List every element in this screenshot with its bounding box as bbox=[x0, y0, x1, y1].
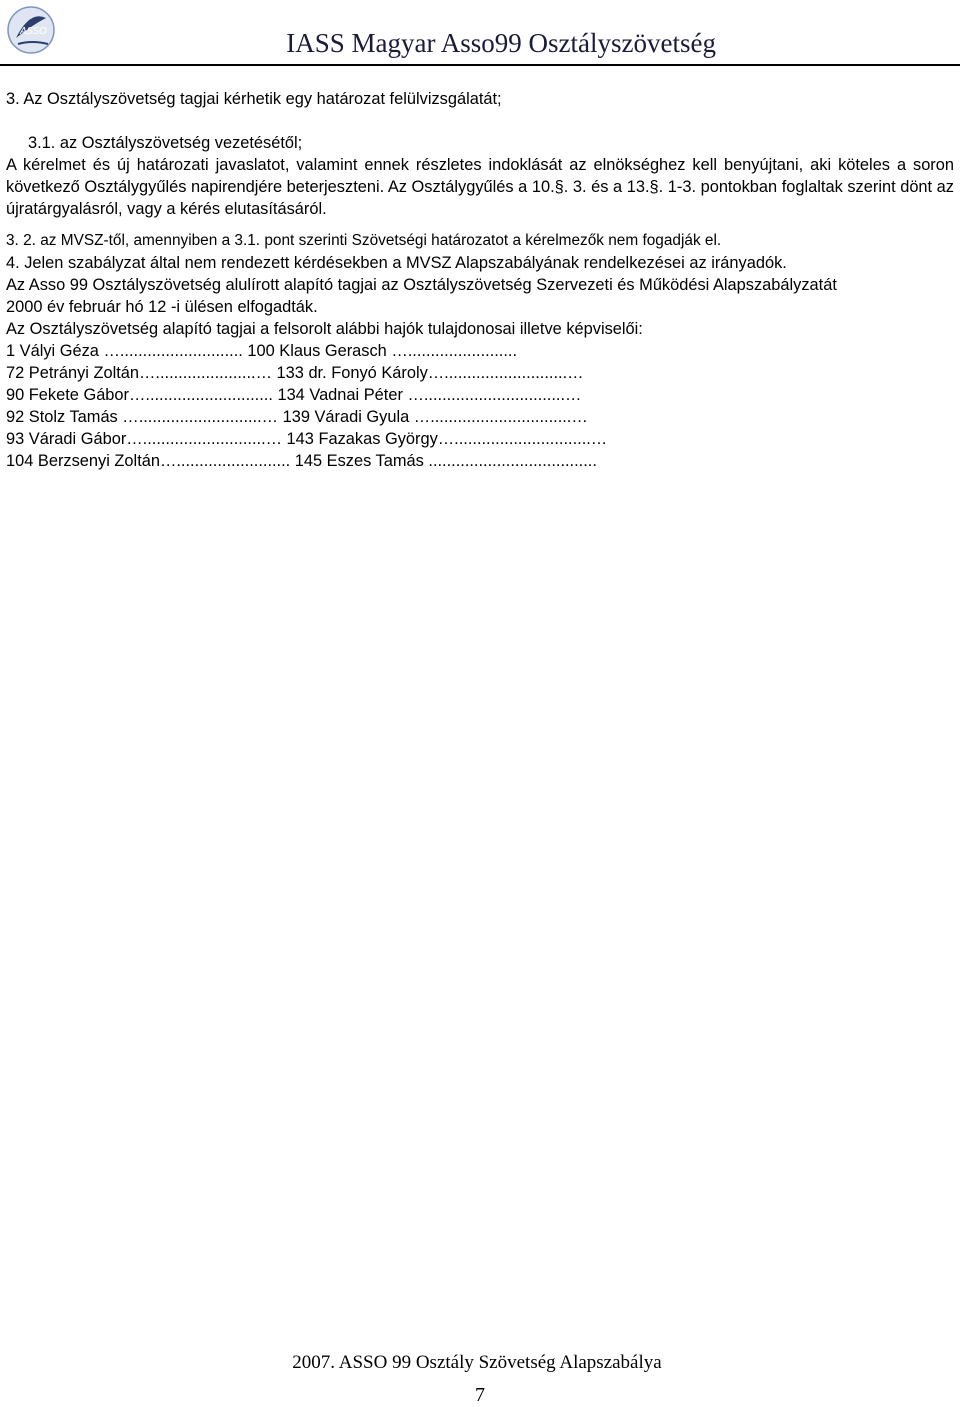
paragraph-adoption-date: 2000 év február hó 12 -i ülésen elfogadták. bbox=[6, 298, 318, 316]
paragraph-3-2: 3. 2. az MVSZ-től, amennyiben a 3.1. pont szerinti Szövetségi határozatot a kérelmezők nem fogadják el. bbox=[6, 232, 722, 249]
paragraph-request: A kérelmet és új határozati javaslatot, valamint ennek részletes indoklását az elnökséghez kell benyújtani, aki köteles a soron következő Osztálygyűlés napirendjére beterjeszteni. Az Osztálygyűlés a 10.§. 3. és a 13.§. 1-3. pontokban foglaltak szerint dönt az újratárgyalásról, vagy a kérés elutasításáról. bbox=[6, 156, 954, 218]
footer-title-text: 2007. ASSO 99 Osztály Szövetség Alapszabálya bbox=[292, 1352, 662, 1373]
member-row: 104 Berzsenyi Zoltán…......................... 145 Eszes Tamás ..................................... bbox=[6, 452, 597, 470]
member-row: 92 Stolz Tamás …...........................… 139 Váradi Gyula …...............................… bbox=[6, 408, 588, 426]
asso-logo bbox=[6, 4, 56, 56]
paragraph-3-1: 3.1. az Osztályszövetség vezetésétől; bbox=[28, 134, 303, 152]
logo-text: ASSO bbox=[20, 26, 48, 37]
document-body bbox=[6, 88, 954, 472]
member-row: 93 Váradi Gábor…...........................… 143 Fazakas György…..............................… bbox=[6, 430, 608, 448]
footer-title bbox=[0, 1352, 960, 1374]
paragraph-4: 4. Jelen szabályzat által nem rendezett kérdésekben a MVSZ Alapszabályának rendelkezései az irányadók. bbox=[6, 254, 787, 272]
member-row: 1 Vályi Géza …........................... 100 Klaus Gerasch …........................ bbox=[6, 342, 518, 360]
paragraph-members-intro: Az Osztályszövetség alapító tagjai a felsorolt alábbi hajók tulajdonosai illetve képviselői: bbox=[6, 320, 643, 338]
member-row: 72 Petrányi Zoltán…......................… 133 dr. Fonyó Károly…...........................… bbox=[6, 364, 584, 382]
page-number: 7 bbox=[475, 1384, 485, 1406]
paragraph-3: 3. Az Osztályszövetség tagjai kérhetik egy határozat felülvizsgálatát; bbox=[6, 90, 502, 108]
header-title: IASS Magyar Asso99 Osztályszövetség bbox=[286, 28, 716, 58]
member-row: 90 Fekete Gábor…............................ 134 Vadnai Péter …...............................… bbox=[6, 386, 582, 404]
header-divider bbox=[0, 64, 960, 66]
paragraph-founders: Az Asso 99 Osztályszövetség alulírott alapító tagjai az Osztályszövetség Szervezeti és Működési Alapszabályzatát bbox=[6, 276, 837, 294]
